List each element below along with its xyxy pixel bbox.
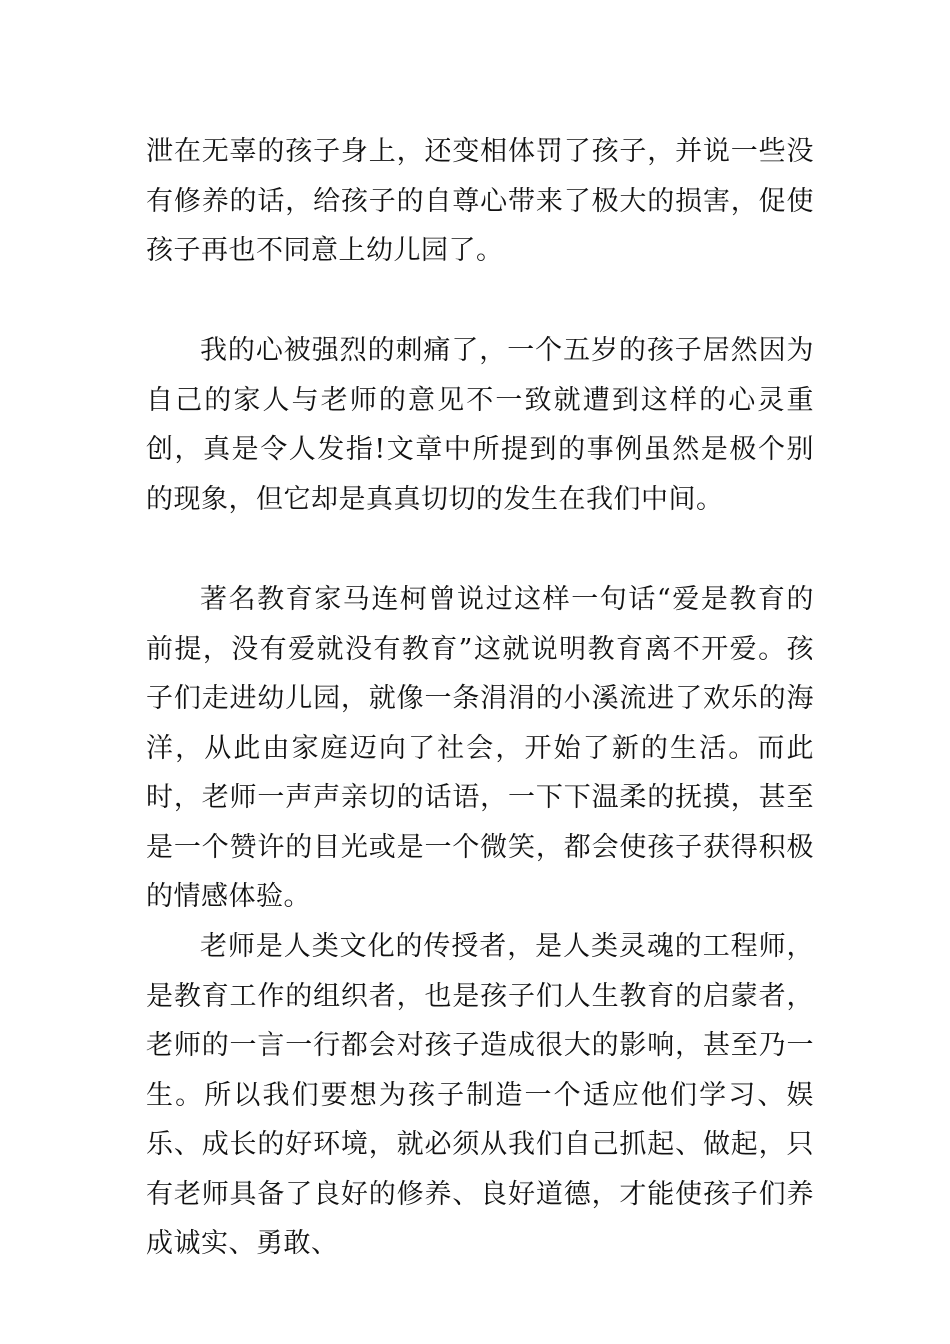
paragraph-teacher-role: 老师是人类文化的传授者，是人类灵魂的工程师，是教育工作的组织者，也是孩子们人生教育的启蒙者，老师的一言一行都会对孩子造成很大的影响，甚至乃一生。所以我们要想为孩子制造一个适应他们学习、娱乐、成长的好环境，就必须从我们自己抓起、做起，只有老师具备了良好的修养、良好道德，才能使孩子们养成诚实、勇敢、	[146, 931, 814, 1259]
paragraph-love-education: 著名教育家马连柯曾说过这样一句话“爱是教育的前提，没有爱就没有教育”这就说明教育离不开爱。孩子们走进幼儿园，就像一条涓涓的小溪流进了欢乐的海洋，从此由家庭迈向了社会，开始了新的生活。而此时，老师一声声亲切的话语，一下下温柔的抚摸，甚至是一个赞许的目光或是一个微笑，都会使孩子获得积极的情感体验。	[146, 584, 814, 912]
paragraph-continuation: 泄在无辜的孩子身上，还变相体罚了孩子，并说一些没有修养的话，给孩子的自尊心带来了极大的损害，促使孩子再也不同意上幼儿园了。	[146, 136, 814, 266]
paragraph-heartache: 我的心被强烈的刺痛了，一个五岁的孩子居然因为自己的家人与老师的意见不一致就遭到这样的心灵重创，真是令人发指!文章中所提到的事例虽然是极个别的现象，但它却是真真切切的发生在我们中间。	[146, 335, 814, 515]
